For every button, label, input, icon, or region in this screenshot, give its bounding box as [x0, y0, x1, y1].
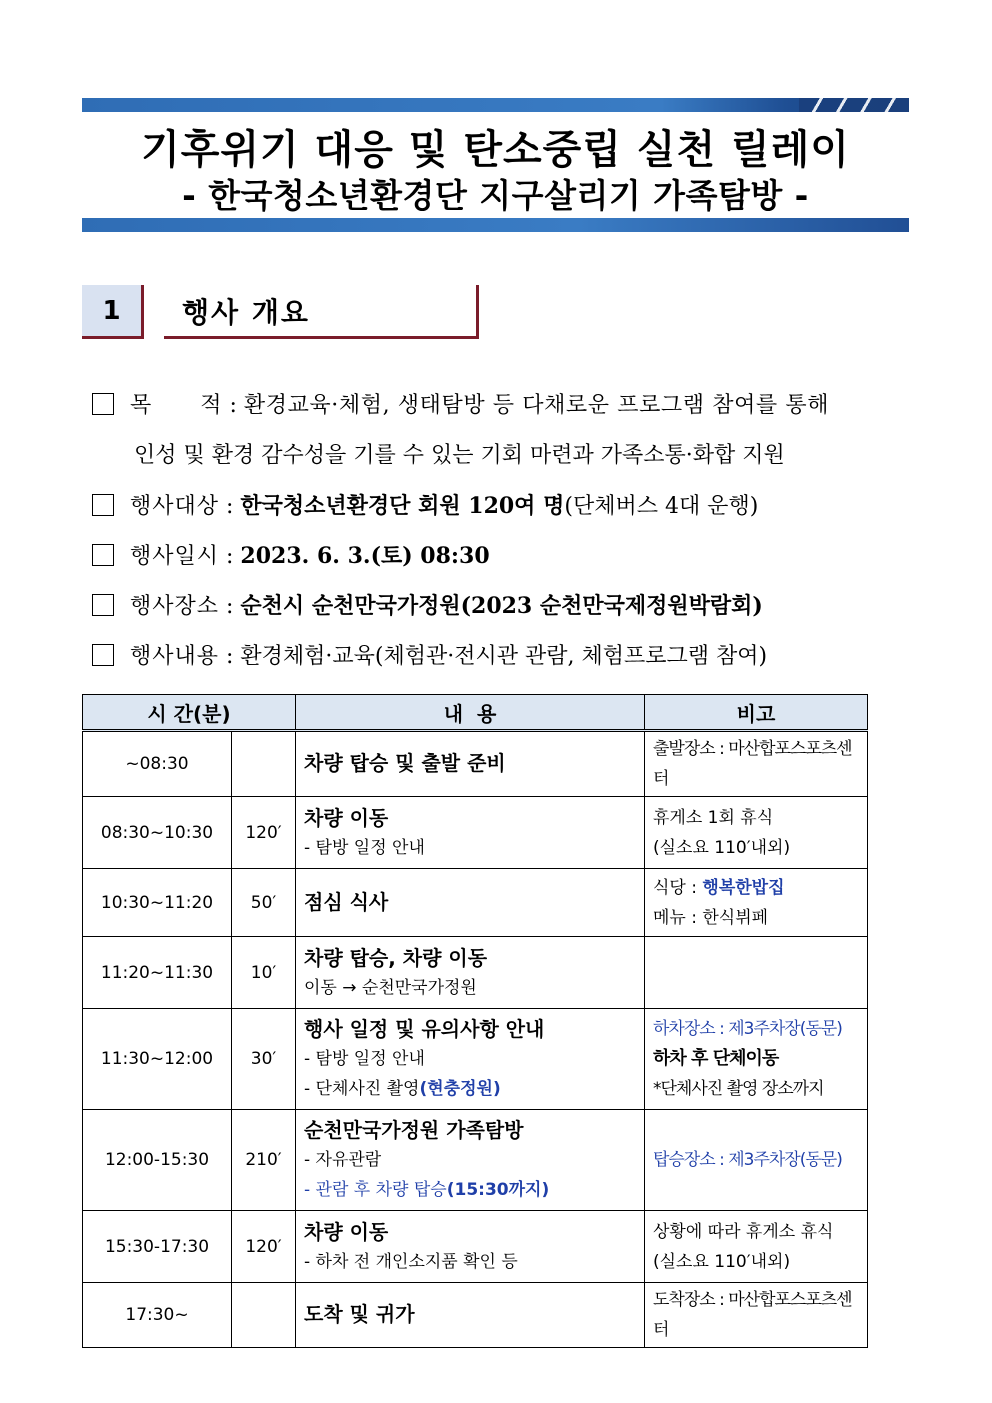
row-duration — [232, 1283, 296, 1348]
purpose-line2: 인성 및 환경 감수성을 기를 수 있는 기회 마련과 가족소통·화합 지원 — [134, 443, 785, 468]
row-duration: 30′ — [232, 1009, 296, 1110]
content-value: 환경체험·교육(체험관·전시관 관람, 체험프로그램 참여) — [240, 644, 768, 669]
note-line: 도착장소 : 마산합포스포츠센터 — [653, 1290, 852, 1340]
row-time: 10:30~11:20 — [83, 869, 232, 937]
row-content — [296, 1211, 645, 1283]
section-title: 행사 개요 — [164, 285, 479, 339]
note-line: 하차 후 단체이동 — [653, 1048, 779, 1069]
place-value: 순천시 순천만국가정원(2023 순천만국제정원박람회) — [240, 593, 763, 619]
row-duration: 120′ — [232, 797, 296, 869]
checkbox-icon — [92, 494, 114, 516]
row-content — [296, 1009, 645, 1110]
row-time: 08:30~10:30 — [83, 797, 232, 869]
separator: : — [219, 644, 241, 669]
section-number: 1 — [82, 285, 144, 339]
row-time: 15:30-17:30 — [83, 1211, 232, 1283]
note-line: *단체사진 촬영 장소까지 — [653, 1079, 824, 1099]
header-note: 비고 — [645, 695, 868, 731]
separator: : — [219, 494, 241, 519]
row-duration — [232, 731, 296, 797]
target-bold: 한국청소년환경단 회원 120여 명 — [240, 493, 565, 519]
table-row — [83, 869, 868, 937]
row-content — [296, 1283, 645, 1348]
table-row — [83, 731, 868, 797]
sub-text: - 단체사진 촬영 — [304, 1079, 420, 1099]
row-content — [296, 797, 645, 869]
row-main: 도착 및 귀가 — [304, 1302, 415, 1326]
note-line: 탑승장소 : 제3주차장(동문) — [653, 1150, 842, 1170]
date-value: 2023. 6. 3.(토) 08:30 — [240, 543, 490, 569]
item-target — [92, 489, 758, 520]
row-content — [296, 937, 645, 1009]
row-content — [296, 731, 645, 797]
row-sub — [304, 1175, 636, 1205]
row-note — [645, 731, 868, 797]
table-row — [83, 1009, 868, 1110]
row-main: 차량 이동 — [304, 1219, 389, 1244]
doc-title: 기후위기 대응 및 탄소중립 실천 릴레이 — [141, 127, 850, 173]
note-label: 식당 : — [653, 877, 703, 898]
row-note — [645, 1211, 868, 1283]
item-content — [92, 639, 767, 670]
row-time: 12:00-15:30 — [83, 1110, 232, 1211]
sub-highlight: (15:30까지) — [446, 1180, 550, 1200]
row-duration: 120′ — [232, 1211, 296, 1283]
row-main: 행사 일정 및 유의사항 안내 — [304, 1017, 545, 1041]
separator: : — [219, 594, 241, 619]
row-note — [645, 1283, 868, 1348]
row-duration: 10′ — [232, 937, 296, 1009]
place-label: 행사장소 — [130, 594, 220, 619]
note-line: 휴게소 1회 휴식 — [653, 807, 774, 828]
row-main: 점심 식사 — [304, 889, 389, 914]
table-row — [83, 1211, 868, 1283]
sub-highlight: (현충정원) — [419, 1079, 501, 1099]
note-line: (실소요 110′내외) — [653, 1251, 791, 1272]
title-bottom-bar — [82, 218, 909, 232]
target-rest: (단체버스 4대 운행) — [564, 494, 759, 519]
row-time: ~08:30 — [83, 731, 232, 797]
row-sub — [304, 1074, 636, 1104]
title-top-bar — [82, 98, 909, 112]
purpose-line1: 환경교육·체험, 생태탐방 등 다채로운 프로그램 참여를 통해 — [243, 393, 830, 418]
separator: : — [222, 393, 244, 418]
header-content: 내 용 — [296, 695, 645, 731]
separator: : — [219, 544, 241, 569]
note-line — [653, 873, 859, 903]
row-time: 17:30~ — [83, 1283, 232, 1348]
note-line: (실소요 110′내외) — [653, 837, 791, 858]
schedule-table — [82, 694, 868, 1348]
table-header-row — [83, 695, 868, 731]
content-label: 행사내용 — [130, 644, 220, 669]
table-row — [83, 797, 868, 869]
checkbox-icon — [92, 644, 114, 666]
row-sub: 이동 → 순천만국가정원 — [304, 977, 477, 998]
table-row — [83, 1110, 868, 1211]
note-line: 메뉴 : 한식뷔페 — [653, 907, 769, 928]
row-duration: 50′ — [232, 869, 296, 937]
restaurant-name: 행복한밥집 — [702, 877, 785, 898]
row-note — [645, 797, 868, 869]
note-line: 상황에 따라 휴게소 휴식 — [653, 1221, 834, 1242]
sub-text: - 관람 후 차량 탑승 — [304, 1180, 447, 1200]
row-main: 차량 탑승, 차량 이동 — [304, 945, 488, 970]
row-main: 차량 이동 — [304, 805, 389, 830]
row-content — [296, 869, 645, 937]
row-note — [645, 869, 868, 937]
row-sub: - 자유관람 — [304, 1150, 382, 1170]
item-date — [92, 539, 490, 570]
table-row — [83, 1283, 868, 1348]
target-label: 행사대상 — [130, 494, 220, 519]
note-line: 출발장소 : 마산합포스포츠센터 — [653, 739, 852, 789]
checkbox-icon — [92, 594, 114, 616]
item-place — [92, 589, 763, 620]
row-main: 순천만국가정원 가족탐방 — [304, 1118, 524, 1142]
checkbox-icon — [92, 393, 114, 415]
purpose-label: 목 적 — [130, 393, 223, 418]
row-sub: - 탐방 일정 안내 — [304, 1049, 425, 1069]
date-label: 행사일시 — [130, 544, 220, 569]
row-sub: - 탐방 일정 안내 — [304, 837, 425, 858]
checkbox-icon — [92, 544, 114, 566]
doc-subtitle: - 한국청소년환경단 지구살리기 가족탐방 - — [182, 176, 809, 215]
header-time: 시 간(분) — [83, 695, 296, 731]
row-time: 11:20~11:30 — [83, 937, 232, 1009]
row-duration: 210′ — [232, 1110, 296, 1211]
table-row — [83, 937, 868, 1009]
row-time: 11:30~12:00 — [83, 1009, 232, 1110]
row-note — [645, 1110, 868, 1211]
row-note — [645, 937, 868, 1009]
item-purpose — [92, 388, 829, 419]
row-content — [296, 1110, 645, 1211]
row-main: 차량 탑승 및 출발 준비 — [304, 751, 506, 775]
row-sub: - 하차 전 개인소지품 확인 등 — [304, 1251, 518, 1272]
note-line: 하차장소 : 제3주차장(동문) — [653, 1019, 842, 1039]
row-note — [645, 1009, 868, 1110]
